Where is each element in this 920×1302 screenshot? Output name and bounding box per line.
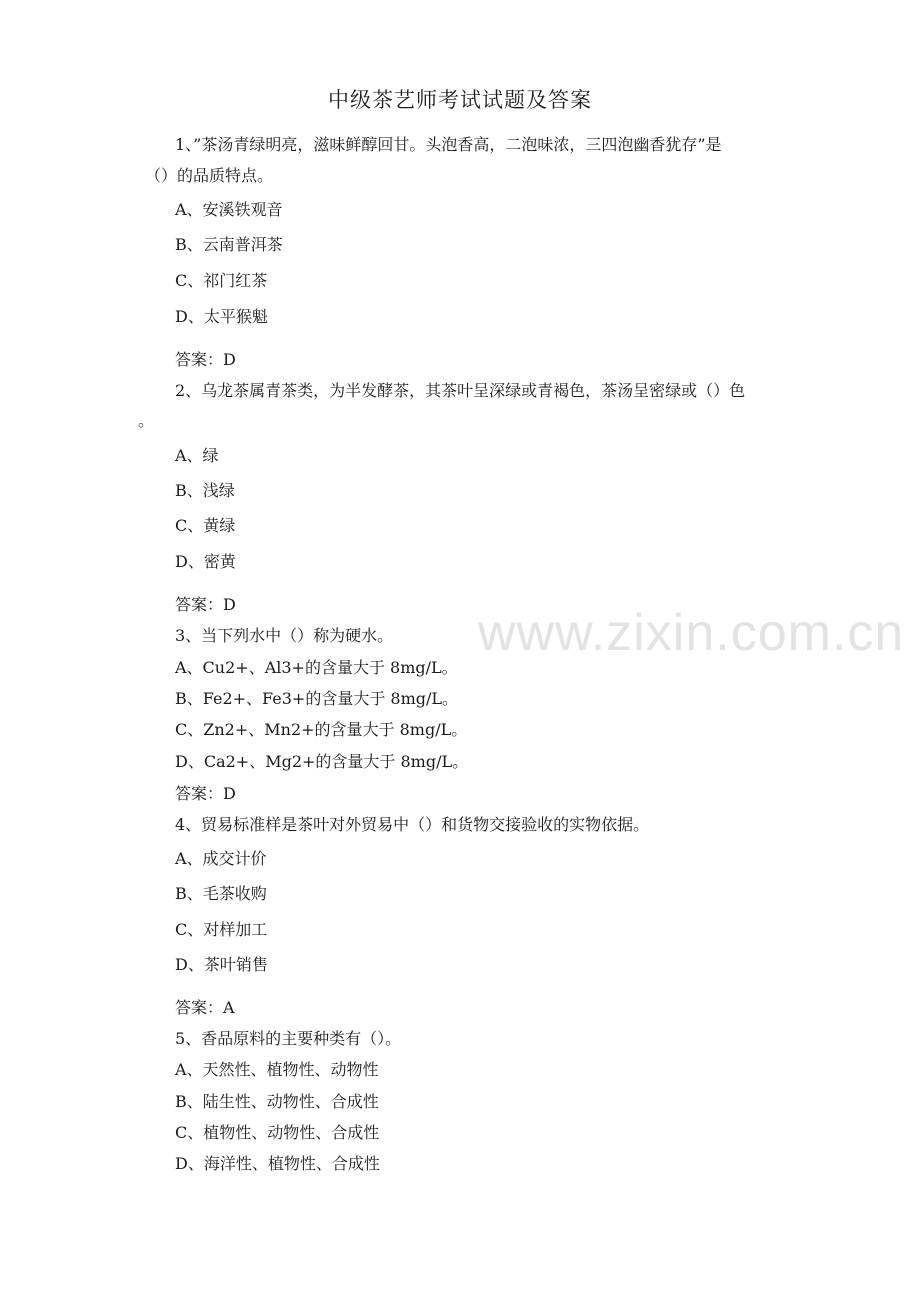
question-4-option-b: B、毛茶收购	[175, 884, 267, 903]
question-1-answer: 答案：D	[175, 350, 236, 369]
question-5-text: 5、香品原料的主要种类有（）。	[175, 1029, 402, 1048]
question-5-option-c: C、植物性、动物性、合成性	[175, 1123, 380, 1142]
question-2-option-a: A、绿	[175, 446, 219, 465]
question-2-option-b: B、浅绿	[175, 481, 235, 500]
question-2-text: 2、乌龙茶属青茶类，为半发酵茶，其茶叶呈深绿或青褐色，茶汤呈密绿或（）色	[175, 381, 746, 400]
page-title: 中级茶艺师考试试题及答案	[328, 88, 592, 112]
question-2-text-cont: 。	[138, 411, 155, 430]
question-5-option-a: A、天然性、植物性、动物性	[175, 1060, 379, 1079]
question-4-option-a: A、成交计价	[175, 849, 267, 868]
question-3-answer: 答案：D	[175, 784, 236, 803]
question-5-option-d: D、海洋性、植物性、合成性	[175, 1154, 380, 1173]
question-3-option-a: A、Cu2+、Al3+的含量大于 8mg/L。	[175, 658, 458, 677]
question-3-option-d: D、Ca2+、Mg2+的含量大于 8mg/L。	[175, 752, 469, 771]
watermark-text: www.zixin.com.cn	[478, 604, 905, 662]
question-2-answer: 答案：D	[175, 595, 236, 614]
question-3-option-b: B、Fe2+、Fe3+的含量大于 8mg/L。	[175, 689, 459, 708]
question-1-option-a: A、安溪铁观音	[175, 200, 283, 219]
question-4-answer: 答案：A	[175, 998, 235, 1017]
question-2-option-d: D、密黄	[175, 552, 236, 571]
question-3-option-c: C、Zn2+、Mn2+的含量大于 8mg/L。	[175, 720, 468, 739]
question-4-text: 4、贸易标准样是茶叶对外贸易中（）和货物交接验收的实物依据。	[175, 815, 650, 834]
question-4-option-c: C、对样加工	[175, 920, 268, 939]
question-1-text: 1、”茶汤青绿明亮，滋味鲜醇回甘。头泡香高，二泡味浓，三四泡幽香犹存”是	[175, 135, 722, 154]
question-5-option-b: B、陆生性、动物性、合成性	[175, 1092, 379, 1111]
question-4-option-d: D、茶叶销售	[175, 955, 268, 974]
question-1-option-b: B、云南普洱茶	[175, 235, 283, 254]
question-2-option-c: C、黄绿	[175, 516, 236, 535]
question-1-option-d: D、太平猴魁	[175, 307, 268, 326]
question-3-text: 3、当下列水中（）称为硬水。	[175, 626, 394, 645]
question-1-option-c: C、祁门红茶	[175, 271, 268, 290]
question-1-text-cont: （）的品质特点。	[145, 166, 274, 185]
